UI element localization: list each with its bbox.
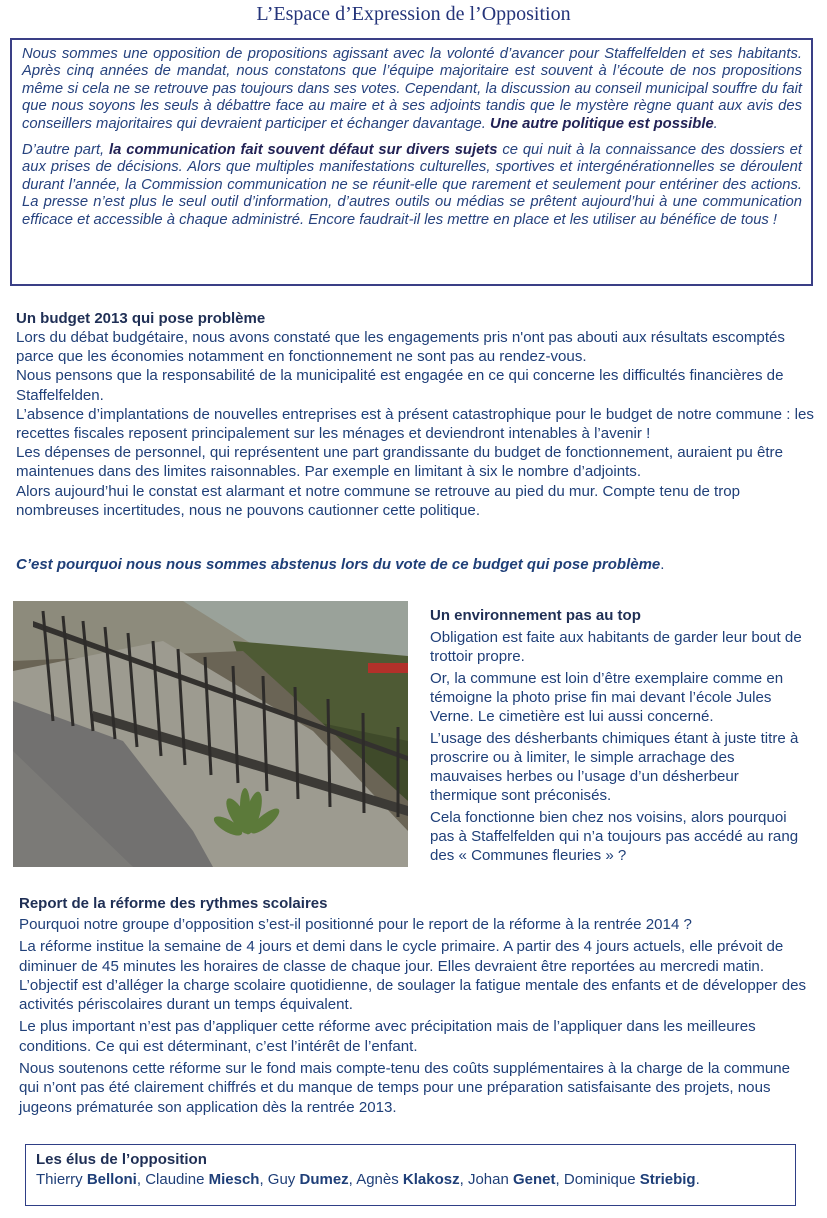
environment-paragraph-1: Obligation est faite aux habitants de garder leur bout de trottoir propre.: [430, 629, 802, 665]
intro-p2-start: D’autre part,: [22, 142, 105, 159]
intro-paragraph-2: [22, 142, 802, 229]
member-3: [268, 1171, 349, 1188]
member-first-name: Thierry: [36, 1171, 83, 1188]
environment-paragraph-4: Cela fonctionne bien chez nos voisins, alors pourquoi pas à Staffelfelden qui n’a toujours pas accédé au rang des « Communes fleuries » ?: [430, 809, 799, 864]
budget-paragraph-3: L’absence d’implantations de nouvelles entreprises est à présent catastrophique pour le budget de notre commune : les recettes fiscales reposent principalement sur les ménages et deviendront intenables à l’avenir !: [16, 405, 814, 443]
reform-paragraph-4: Nous soutenons cette réforme sur le fond mais compte-tenu des coûts supplémentaires à la charge de la commune qui n’ont pas été clairement chiffrés et du manque de temps pour une préparation satisfaisante des projets, nous jugeons prématurée son application dès la rentrée 2013.: [19, 1060, 791, 1116]
signature-title: Les élus de l’opposition: [36, 1151, 207, 1168]
budget-section-title: Un budget 2013 qui pose problème: [16, 310, 266, 327]
member-last-name: Striebig: [639, 1171, 696, 1188]
name-separator: ,: [259, 1171, 268, 1188]
budget-callout-text: C’est pourquoi nous nous sommes abstenus lors du vote de ce budget qui pose problème: [16, 556, 661, 573]
member-1: [36, 1171, 137, 1188]
signature-box: [25, 1144, 796, 1206]
intro-box: [10, 38, 813, 286]
member-first-name: Johan: [467, 1171, 509, 1188]
budget-body: [16, 328, 816, 520]
member-last-name: Belloni: [86, 1171, 137, 1188]
signature-names: [36, 1171, 785, 1188]
environment-paragraph-2: Or, la commune est loin d’être exemplaire comme en témoigne la photo prise fin mai devant l’école Jules Verne. Le cimetière est lui aussi concerné.: [430, 670, 784, 725]
intro-p1-end: .: [713, 115, 718, 132]
name-separator: ,: [136, 1171, 146, 1188]
member-5: [468, 1171, 556, 1188]
reform-body: [19, 915, 814, 1117]
reform-paragraph-2: La réforme institue la semaine de 4 jours et demi dans le cycle primaire. A partir des 4 jours actuels, elle prévoit de diminuer de 45 minutes les horaires de classe de chaque jour. Elles devraient être reportées au mercredi matin. L’objectif est d’alléger la charge scolaire quotidienne, de soulager la fatigue mentale des enfants et de développer des activités périscolaires durant un temps équivalent.: [19, 938, 807, 1014]
name-separator: ,: [459, 1171, 468, 1188]
budget-paragraph-2: Nous pensons que la responsabilité de la municipalité est engagée en ce qui concerne les difficultés financières de Staffelfelden.: [16, 367, 784, 404]
intro-p2-text: ce qui nuit à la connaissance des dossiers et aux prises de décisions. Alors que multiples manifestations culturelles, sportives et intergénérationnelles se déroulent durant l’année, la Commission communication ne se réunit-elle que rarement et seulement pour entériner des actions. La presse n’est plus le seul outil d’information, d’autres outils ou médias se prêtent aujourd’hui à une communication efficace et accessible à chaque administré. Encore faudrait-il les mettre en place et les utiliser au bénéfice de tous !: [22, 142, 802, 228]
intro-p1-text: Nous sommes une opposition de propositions agissant avec la volonté d’avancer pour Staffelfelden et ses habitants. Après cinq années de mandat, nous constatons que l’équipe majoritaire est souvent à l’écoute de nos propositions même si cela ne se retrouve pas toujours dans ses votes. Cependant, la discussion au conseil municipal souffre du fait que nous soyons les seuls à débattre face au maire et à ses adjoints tandis que le mystère règne quant aux avis des conseillers majoritaires qui devraient participer et échanger davantage.: [22, 46, 802, 132]
intro-p1-bold: Une autre politique est possible: [490, 115, 714, 132]
intro-paragraph-1: [22, 46, 802, 133]
member-4: [356, 1171, 459, 1188]
budget-paragraph-1: Lors du débat budgétaire, nous avons constaté que les engagements pris n'ont pas abouti aux résultats escomptés parce que les économies notamment en fonctionnement ne sont pas au rendez-vous.: [16, 329, 785, 366]
environment-section-title: Un environnement pas au top: [430, 607, 641, 624]
member-6: [564, 1171, 696, 1188]
member-last-name: Dumez: [299, 1171, 349, 1188]
member-2: [145, 1171, 259, 1188]
member-first-name: Dominique: [563, 1171, 636, 1188]
budget-paragraph-5: Alors aujourd’hui le constat est alarmant et notre commune se retrouve au pied du mur. Compte tenu de trop nombreuses incertitudes, nous ne pouvons cautionner cette politique.: [16, 482, 741, 519]
member-last-name: Klakosz: [402, 1171, 460, 1188]
fence-weeds-image: [13, 601, 408, 867]
member-first-name: Agnès: [356, 1171, 399, 1188]
name-separator: ,: [555, 1171, 564, 1188]
member-last-name: Genet: [513, 1171, 556, 1188]
name-separator: ,: [348, 1171, 357, 1188]
names-end: .: [695, 1171, 700, 1188]
budget-callout-end: .: [660, 556, 665, 573]
reform-paragraph-1: Pourquoi notre groupe d’opposition s’est-il positionné pour le report de la réforme à la rentrée 2014 ?: [19, 916, 692, 933]
page-title: L’Espace d’Expression de l’Opposition: [256, 3, 571, 25]
environment-paragraph-3: L’usage des désherbants chimiques étant à juste titre à proscrire ou à limiter, le simple arrachage des mauvaises herbes ou l’usage d’un désherbeur thermique sont préconisés.: [430, 730, 799, 804]
member-last-name: Miesch: [208, 1171, 260, 1188]
reform-section-title: Report de la réforme des rythmes scolaires: [19, 895, 328, 912]
environment-body: [430, 628, 810, 868]
member-first-name: Guy: [267, 1171, 296, 1188]
reform-paragraph-3: Le plus important n’est pas d’appliquer cette réforme avec précipitation mais de l’appliquer dans les meilleures conditions. Ce qui est déterminant, c’est l’intérêt de l’enfant.: [19, 1018, 756, 1055]
member-first-name: Claudine: [145, 1171, 205, 1188]
budget-paragraph-4: Les dépenses de personnel, qui représentent une part grandissante du budget de fonctionnement, auraient pu être maintenues dans des limites raisonnables. Par exemple en limitant à six le nombre d’adjoints.: [16, 444, 783, 481]
intro-p2-bold: la communication fait souvent défaut sur divers sujets: [109, 142, 498, 159]
fence-weeds-photo: [13, 601, 408, 867]
budget-callout: [16, 556, 664, 573]
